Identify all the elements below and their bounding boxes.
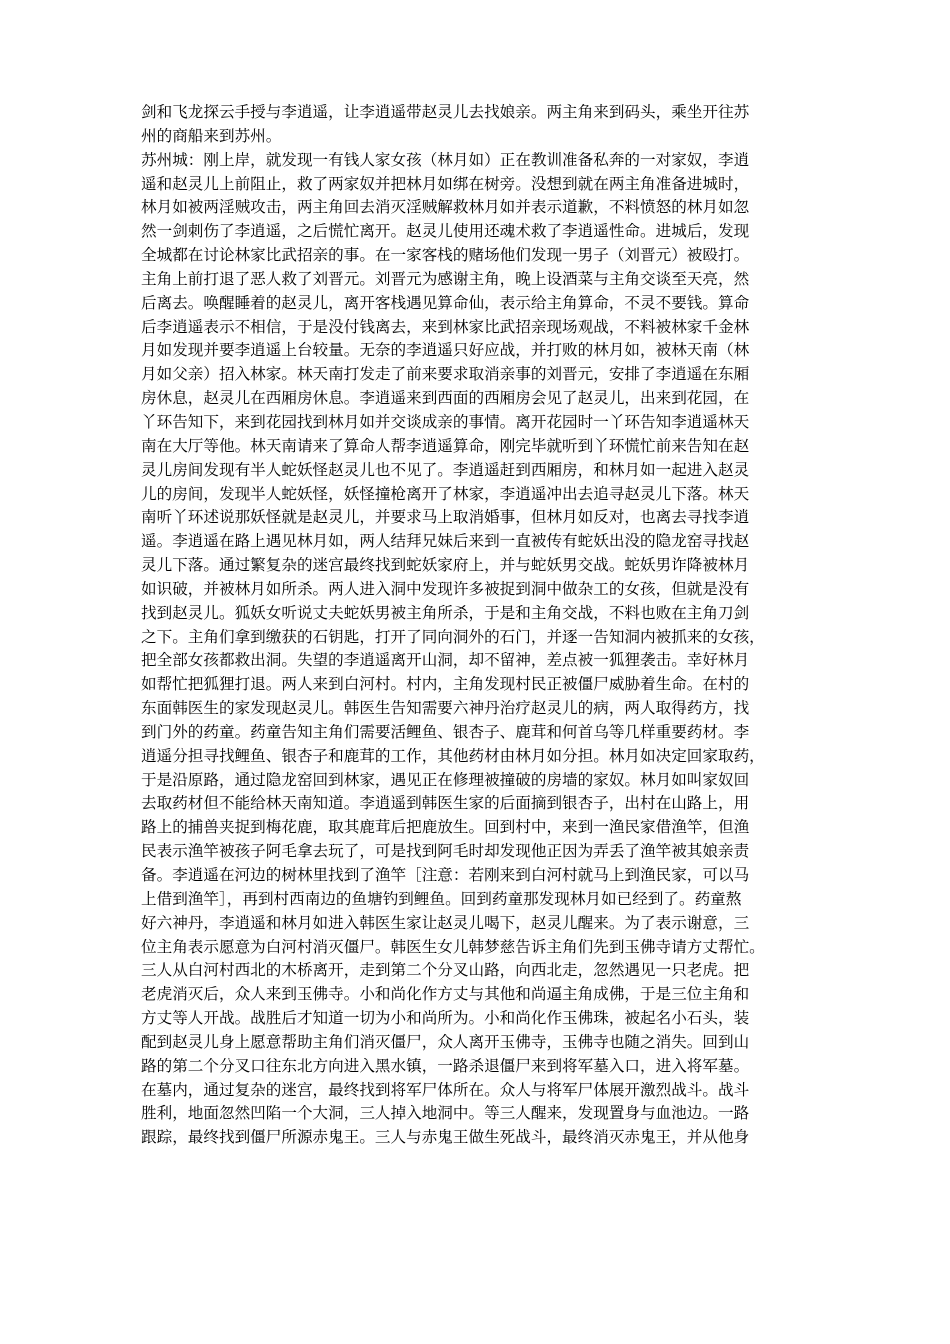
text-line: 州的商船来到苏州。	[141, 126, 282, 145]
text-line: 后李逍遥表示不相信，于是没付钱离去，来到林家比武招亲现场观战，不料被林家千金林	[141, 317, 750, 336]
text-line: 好六神丹，李逍遥和林月如进入韩医生家让赵灵儿喝下，赵灵儿醒来。为了表示谢意，三	[141, 913, 750, 932]
text-line: 三人从白河村西北的木桥离开，走到第二个分叉山路，向西北走，忽然遇见一只老虎。把	[141, 961, 750, 980]
text-line: 于是沿原路，通过隐龙窑回到林家，遇见正在修理被撞破的房墙的家奴。林月如叫家奴回	[141, 770, 750, 789]
text-line: 老虎消灭后，众人来到玉佛寺。小和尚化作方丈与其他和尚逼主角成佛，于是三位主角和	[141, 985, 750, 1004]
text-line: 配到赵灵儿身上愿意帮助主角们消灭僵尸，众人离开玉佛寺，玉佛寺也随之消失。回到山	[141, 1032, 750, 1051]
text-line: 苏州城：刚上岸，就发现一有钱人家女孩（林月如）正在教训准备私奔的一对家奴，李逍	[141, 150, 750, 169]
text-line: 民表示渔竿被孩子阿毛拿去玩了，可是找到阿毛时却发现他正因为弄丢了渔竿被其娘亲责	[141, 842, 750, 861]
text-line: 灵儿房间发现有半人蛇妖怪赵灵儿也不见了。李逍遥赶到西厢房，和林月如一起进入赵灵	[141, 460, 750, 479]
text-line: 路上的捕兽夹捉到梅花鹿，取其鹿茸后把鹿放生。回到村中，来到一渔民家借渔竿，但渔	[141, 818, 750, 837]
text-line: 儿的房间，发现半人蛇妖怪，妖怪撞枪离开了林家，李逍遥冲出去追寻赵灵儿下落。林天	[141, 484, 750, 503]
text-line: 房休息，赵灵儿在西厢房休息。李逍遥来到西面的西厢房会见了赵灵儿，出来到花园，在	[141, 389, 750, 408]
text-line: 后离去。唤醒睡着的赵灵儿，离开客栈遇见算命仙，表示给主角算命，不灵不要钱。算命	[141, 293, 750, 312]
text-line: 剑和飞龙探云手授与李逍遥，让李逍遥带赵灵儿去找娘亲。两主角来到码头，乘坐开往苏	[141, 103, 750, 121]
text-line: 位主角表示愿意为白河村消灭僵尸。韩医生女儿韩梦慈告诉主角们先到玉佛寺请方丈帮忙。	[141, 937, 765, 956]
text-line: 主角上前打退了恶人救了刘晋元。刘晋元为感谢主角，晚上设酒菜与主角交谈至天亮，然	[141, 269, 750, 288]
body-text	[141, 101, 831, 1150]
text-line: 找到赵灵儿。狐妖女听说丈夫蛇妖男被主角所杀，于是和主角交战，不料也败在主角刀剑	[141, 603, 750, 622]
text-line: 到门外的药童。药童告知主角们需要活鲤鱼、银杏子、鹿茸和何首乌等几样重要药材。李	[141, 722, 750, 741]
text-line: 南在大厅等他。林天南请来了算命人帮李逍遥算命，刚完毕就听到丫环慌忙前来告知在赵	[141, 436, 750, 455]
text-line: 遥和赵灵儿上前阻止，救了两家奴并把林月如绑在树旁。没想到就在两主角准备进城时，	[141, 174, 750, 193]
text-line: 灵儿下落。通过繁复杂的迷宫最终找到蛇妖家府上，并与蛇妖男交战。蛇妖男诈降被林月	[141, 556, 750, 575]
text-line: 全城都在讨论林家比武招亲的事。在一家客栈的赌场他们发现一男子（刘晋元）被殴打。	[141, 246, 750, 265]
text-line: 南听丫环述说那妖怪就是赵灵儿，并要求马上取消婚事，但林月如反对，也离去寻找李逍	[141, 508, 750, 527]
text-line: 方丈等人开战。战胜后才知道一切为小和尚所为。小和尚化作玉佛珠，被起名小石头，装	[141, 1009, 750, 1028]
text-line: 逍遥分担寻找鲤鱼、银杏子和鹿茸的工作，其他药材由林月如分担。林月如决定回家取药，	[141, 746, 765, 765]
text-line: 在墓内，通过复杂的迷宫，最终找到将军尸体所在。众人与将军尸体展开激烈战斗。战斗	[141, 1080, 750, 1099]
text-line: 把全部女孩都救出洞。失望的李逍遥离开山洞，却不留神，差点被一狐狸袭击。幸好林月	[141, 651, 750, 670]
text-line: 之下。主角们拿到缴获的石钥匙，打开了同向洞外的石门，并逐一告知洞内被抓来的女孩，	[141, 627, 765, 646]
text-line: 上借到渔竿］，再到村西南边的鱼塘钓到鲤鱼。回到药童那发现林月如已经到了。药童熬	[141, 889, 742, 908]
text-line: 月如发现并要李逍遥上台较量。无奈的李逍遥只好应战，并打败的林月如，被林天南（林	[141, 341, 750, 360]
text-line: 林月如被两淫贼攻击，两主角回去消灭淫贼解救林月如并表示道歉，不料愤怒的林月如忽	[141, 198, 750, 217]
text-line: 如识破，并被林月如所杀。两人进入洞中发现许多被捉到洞中做杂工的女孩，但就是没有	[141, 579, 750, 598]
text-line: 遥。李逍遥在路上遇见林月如，两人结拜兄妹后来到一直被传有蛇妖出没的隐龙窑寻找赵	[141, 532, 750, 551]
text-line: 丫环告知下，来到花园找到林月如并交谈成亲的事情。离开花园时一丫环告知李逍遥林天	[141, 412, 750, 431]
text-line: 如帮忙把狐狸打退。两人来到白河村。村内，主角发现村民正被僵尸威胁着生命。在村的	[141, 675, 750, 694]
text-line: 胜利，地面忽然凹陷一个大洞，三人掉入地洞中。等三人醒来，发现置身与血池边。一路	[141, 1104, 750, 1123]
text-line: 去取药材但不能给林天南知道。李逍遥到韩医生家的后面摘到银杏子，出村在山路上，用	[141, 794, 750, 813]
text-line: 月如父亲）招入林家。林天南打发走了前来要求取消亲事的刘晋元，安排了李逍遥在东厢	[141, 365, 750, 384]
text-line: 备。李逍遥在河边的树林里找到了渔竿［注意：若刚来到白河村就马上到渔民家，可以马	[141, 866, 750, 884]
text-line: 东面韩医生的家发现赵灵儿。韩医生告知需要六神丹治疗赵灵儿的病，两人取得药方，找	[141, 699, 750, 718]
text-line: 路的第二个分叉口往东北方向进入黑水镇，一路杀退僵尸来到将军墓入口，进入将军墓。	[141, 1056, 750, 1075]
text-line: 然一剑刺伤了李逍遥，之后慌忙离开。赵灵儿使用还魂术救了李逍遥性命。进城后，发现	[141, 222, 750, 241]
text-line: 跟踪，最终找到僵尸所源赤鬼王。三人与赤鬼王做生死战斗，最终消灭赤鬼王，并从他身	[141, 1128, 750, 1147]
